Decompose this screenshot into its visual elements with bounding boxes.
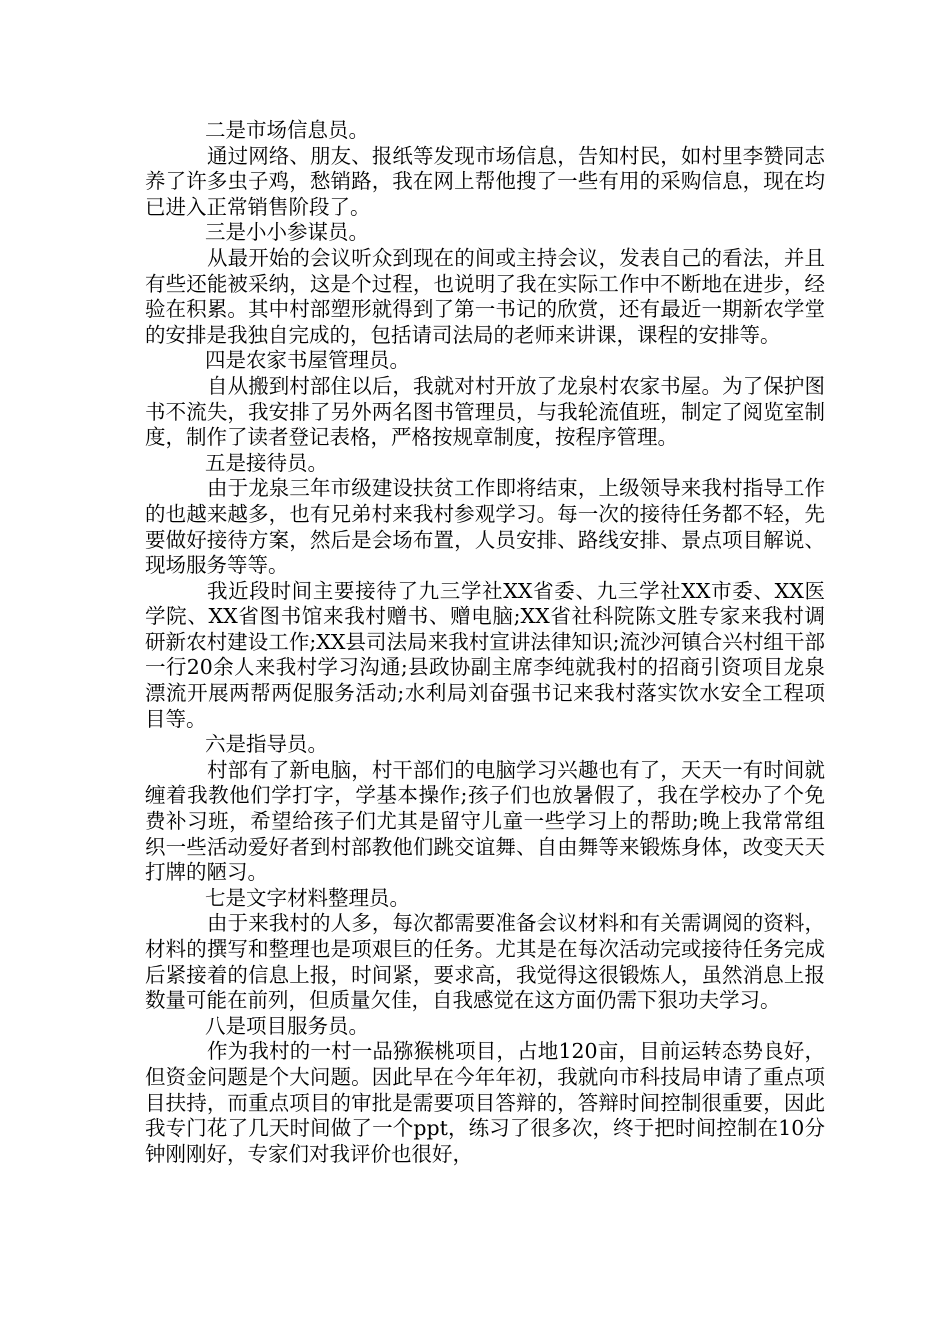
section-heading-library: 四是农家书屋管理员。 bbox=[205, 348, 410, 373]
section-heading-instructor: 六是指导员。 bbox=[205, 732, 328, 757]
paragraph-market-info: 通过网络、朋友、报纸等发现市场信息，告知村民，如村里李赞同志养了许多虫子鸡，愁销路，我在网上帮他搜了一些有用的采购信息，现在均已进入正常销售阶段了。 bbox=[145, 143, 825, 219]
paragraph-documents: 由于来我村的人多，每次都需要准备会议材料和有关需调阅的资料，材料的撰写和整理也是项艰巨的任务。尤其是在每次活动完或接待任务完成后紧接着的信息上报，时间紧，要求高，我觉得这很锻炼人，虽然消息上报数量可能在前列，但质量欠佳，自我感觉在这方面仍需下狠功夫学习。 bbox=[145, 911, 825, 1013]
section-heading-project: 八是项目服务员。 bbox=[205, 1013, 369, 1038]
section-heading-advisor: 三是小小参谋员。 bbox=[205, 220, 369, 245]
paragraph-reception-2: 我近段时间主要接待了九三学社XX省委、九三学社XX市委、XX医学院、XX省图书馆来我村赠书、赠电脑;XX省社科院陈文胜专家来我村调研新农村建设工作;XX县司法局来我村宣讲法律知识;流沙河镇合兴村组干部一行20余人来我村学习沟通;县政协副主席李纯就我村的招商引资项目龙泉漂流开展两帮两促服务活动;水利局刘奋强书记来我村落实饮水安全工程项目等。 bbox=[145, 578, 825, 731]
section-heading-reception: 五是接待员。 bbox=[205, 450, 328, 475]
paragraph-instructor: 村部有了新电脑，村干部们的电脑学习兴趣也有了，天天一有时间就缠着我教他们学打字，学基本操作;孩子们也放暑假了，我在学校办了个免费补习班，希望给孩子们尤其是留守儿童一些学习上的帮助;晚上我常常组织一些活动爱好者到村部教他们跳交谊舞、自由舞等来锻炼身体，改变天天打牌的陋习。 bbox=[145, 757, 825, 885]
paragraph-advisor: 从最开始的会议听众到现在的间或主持会议，发表自己的看法，并且有些还能被采纳，这是个过程，也说明了我在实际工作中不断地在进步，经验在积累。其中村部塑形就得到了第一书记的欣赏，还有最近一期新农学堂的安排是我独自完成的，包括请司法局的老师来讲课，课程的安排等。 bbox=[145, 245, 825, 347]
paragraph-project: 作为我村的一村一品猕猴桃项目，占地120亩，目前运转态势良好，但资金问题是个大问题。因此早在今年年初，我就向市科技局申请了重点项目扶持，而重点项目的审批是需要项目答辩的，答辩时间控制很重要，因此我专门花了几天时间做了一个ppt，练习了很多次，终于把时间控制在10分钟刚刚好，专家们对我评价也很好， bbox=[145, 1039, 825, 1166]
paragraph-library: 自从搬到村部住以后，我就对村开放了龙泉村农家书屋。为了保护图书不流失，我安排了另外两名图书管理员，与我轮流值班，制定了阅览室制度，制作了读者登记表格，严格按规章制度，按程序管理。 bbox=[145, 373, 825, 450]
section-heading-market-info: 二是市场信息员。 bbox=[205, 118, 369, 142]
document-page bbox=[145, 118, 825, 1167]
section-heading-documents: 七是文字材料整理员。 bbox=[205, 885, 410, 910]
paragraph-reception-1: 由于龙泉三年市级建设扶贫工作即将结束，上级领导来我村指导工作的也越来越多，也有兄弟村来我村参观学习。每一次的接待任务都不轻，先要做好接待方案，然后是会场布置，人员安排、路线安排、景点项目解说、现场服务等等。 bbox=[145, 476, 825, 578]
